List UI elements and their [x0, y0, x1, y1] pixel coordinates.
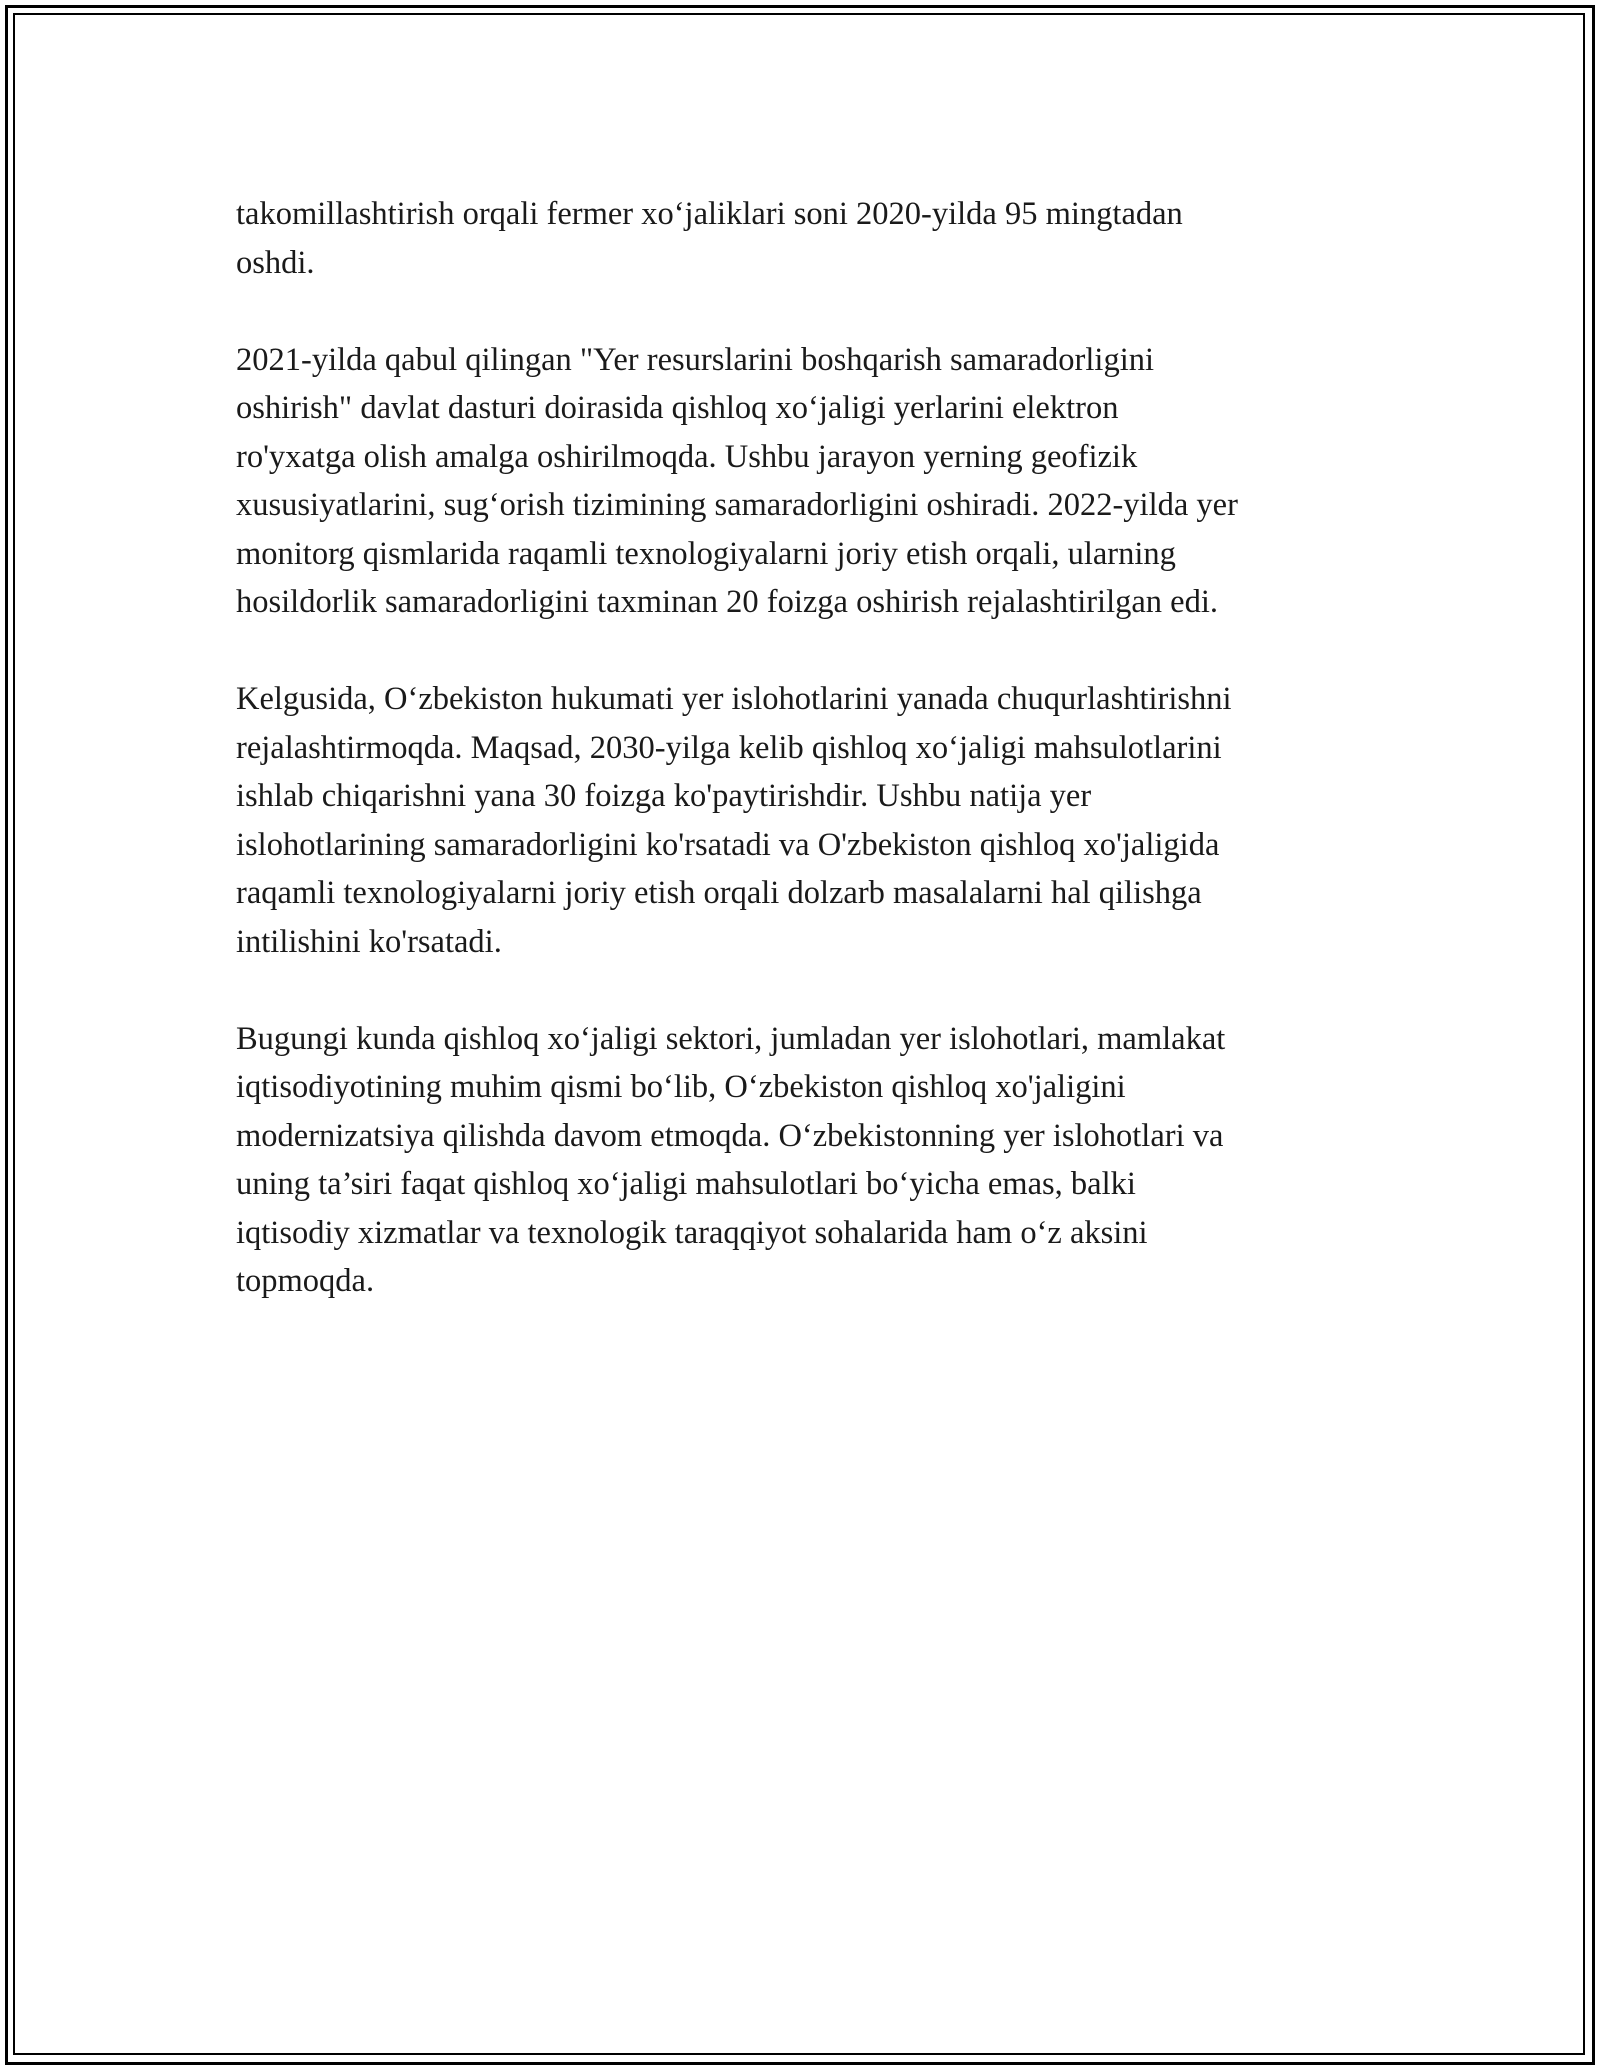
text-line: 2021-yilda qabul qilingan "Yer resurslarini boshqarish samaradorligini	[236, 341, 1154, 378]
paragraph-4	[236, 1015, 1386, 1306]
text-line: ro'yxatga olish amalga oshirilmoqda. Ushbu jarayon yerning geofizik	[236, 438, 1138, 475]
text-line: raqamli texnologiyalarni joriy etish orqali dolzarb masalalarni hal qilishga	[236, 875, 1202, 911]
paragraph-3	[236, 675, 1386, 966]
text-line: Kelgusida, O‘zbekiston hukumati yer islohotlarini yanada chuqurlashtirishni	[236, 681, 1232, 717]
text-line: islohotlarining samaradorligini ko'rsatadi va O'zbekiston qishloq xo'jaligida	[236, 826, 1220, 863]
text-line: oshdi.	[236, 244, 315, 281]
text-line: oshirish" davlat dasturi doirasida qishloq xo‘jaligi yerlarini elektron	[236, 390, 1119, 426]
text-line: hosildorlik samaradorligini taxminan 20 foizga oshirish rejalashtirilgan edi.	[236, 584, 1218, 620]
text-line: iqtisodiy xizmatlar va texnologik taraqqiyot sohalarida ham o‘z aksini	[236, 1214, 1148, 1251]
text-line: ishlab chiqarishni yana 30 foizga ko'paytirishdir. Ushbu natija yer	[236, 778, 1092, 814]
text-line: iqtisodiyotining muhim qismi bo‘lib, O‘zbekiston qishloq xo'jaligini	[236, 1069, 1126, 1105]
paragraph-2	[236, 336, 1386, 627]
text-line: topmoqda.	[236, 1263, 375, 1299]
text-line: takomillashtirish orqali fermer xo‘jaliklari soni 2020-yilda 95 mingtadan	[236, 196, 1183, 232]
document-body	[236, 190, 1386, 1354]
text-line: monitorg qismlarida raqamli texnologiyalarni joriy etish orqali, ularning	[236, 535, 1176, 572]
text-line: rejalashtirmoqda. Maqsad, 2030-yilga kelib qishloq xo‘jaligi mahsulotlarini	[236, 729, 1222, 766]
text-line: intilishini ko'rsatadi.	[236, 923, 502, 960]
text-line: uning ta’siri faqat qishloq xo‘jaligi mahsulotlari bo‘yicha emas, balki	[236, 1166, 1136, 1202]
paragraph-1	[236, 190, 1386, 287]
text-line: modernizatsiya qilishda davom etmoqda. O‘zbekistonning yer islohotlari va	[236, 1117, 1224, 1154]
text-line: Bugungi kunda qishloq xo‘jaligi sektori, jumladan yer islohotlari, mamlakat	[236, 1020, 1226, 1057]
text-line: xususiyatlarini, sug‘orish tizimining samaradorligini oshiradi. 2022-yilda yer	[236, 487, 1238, 523]
